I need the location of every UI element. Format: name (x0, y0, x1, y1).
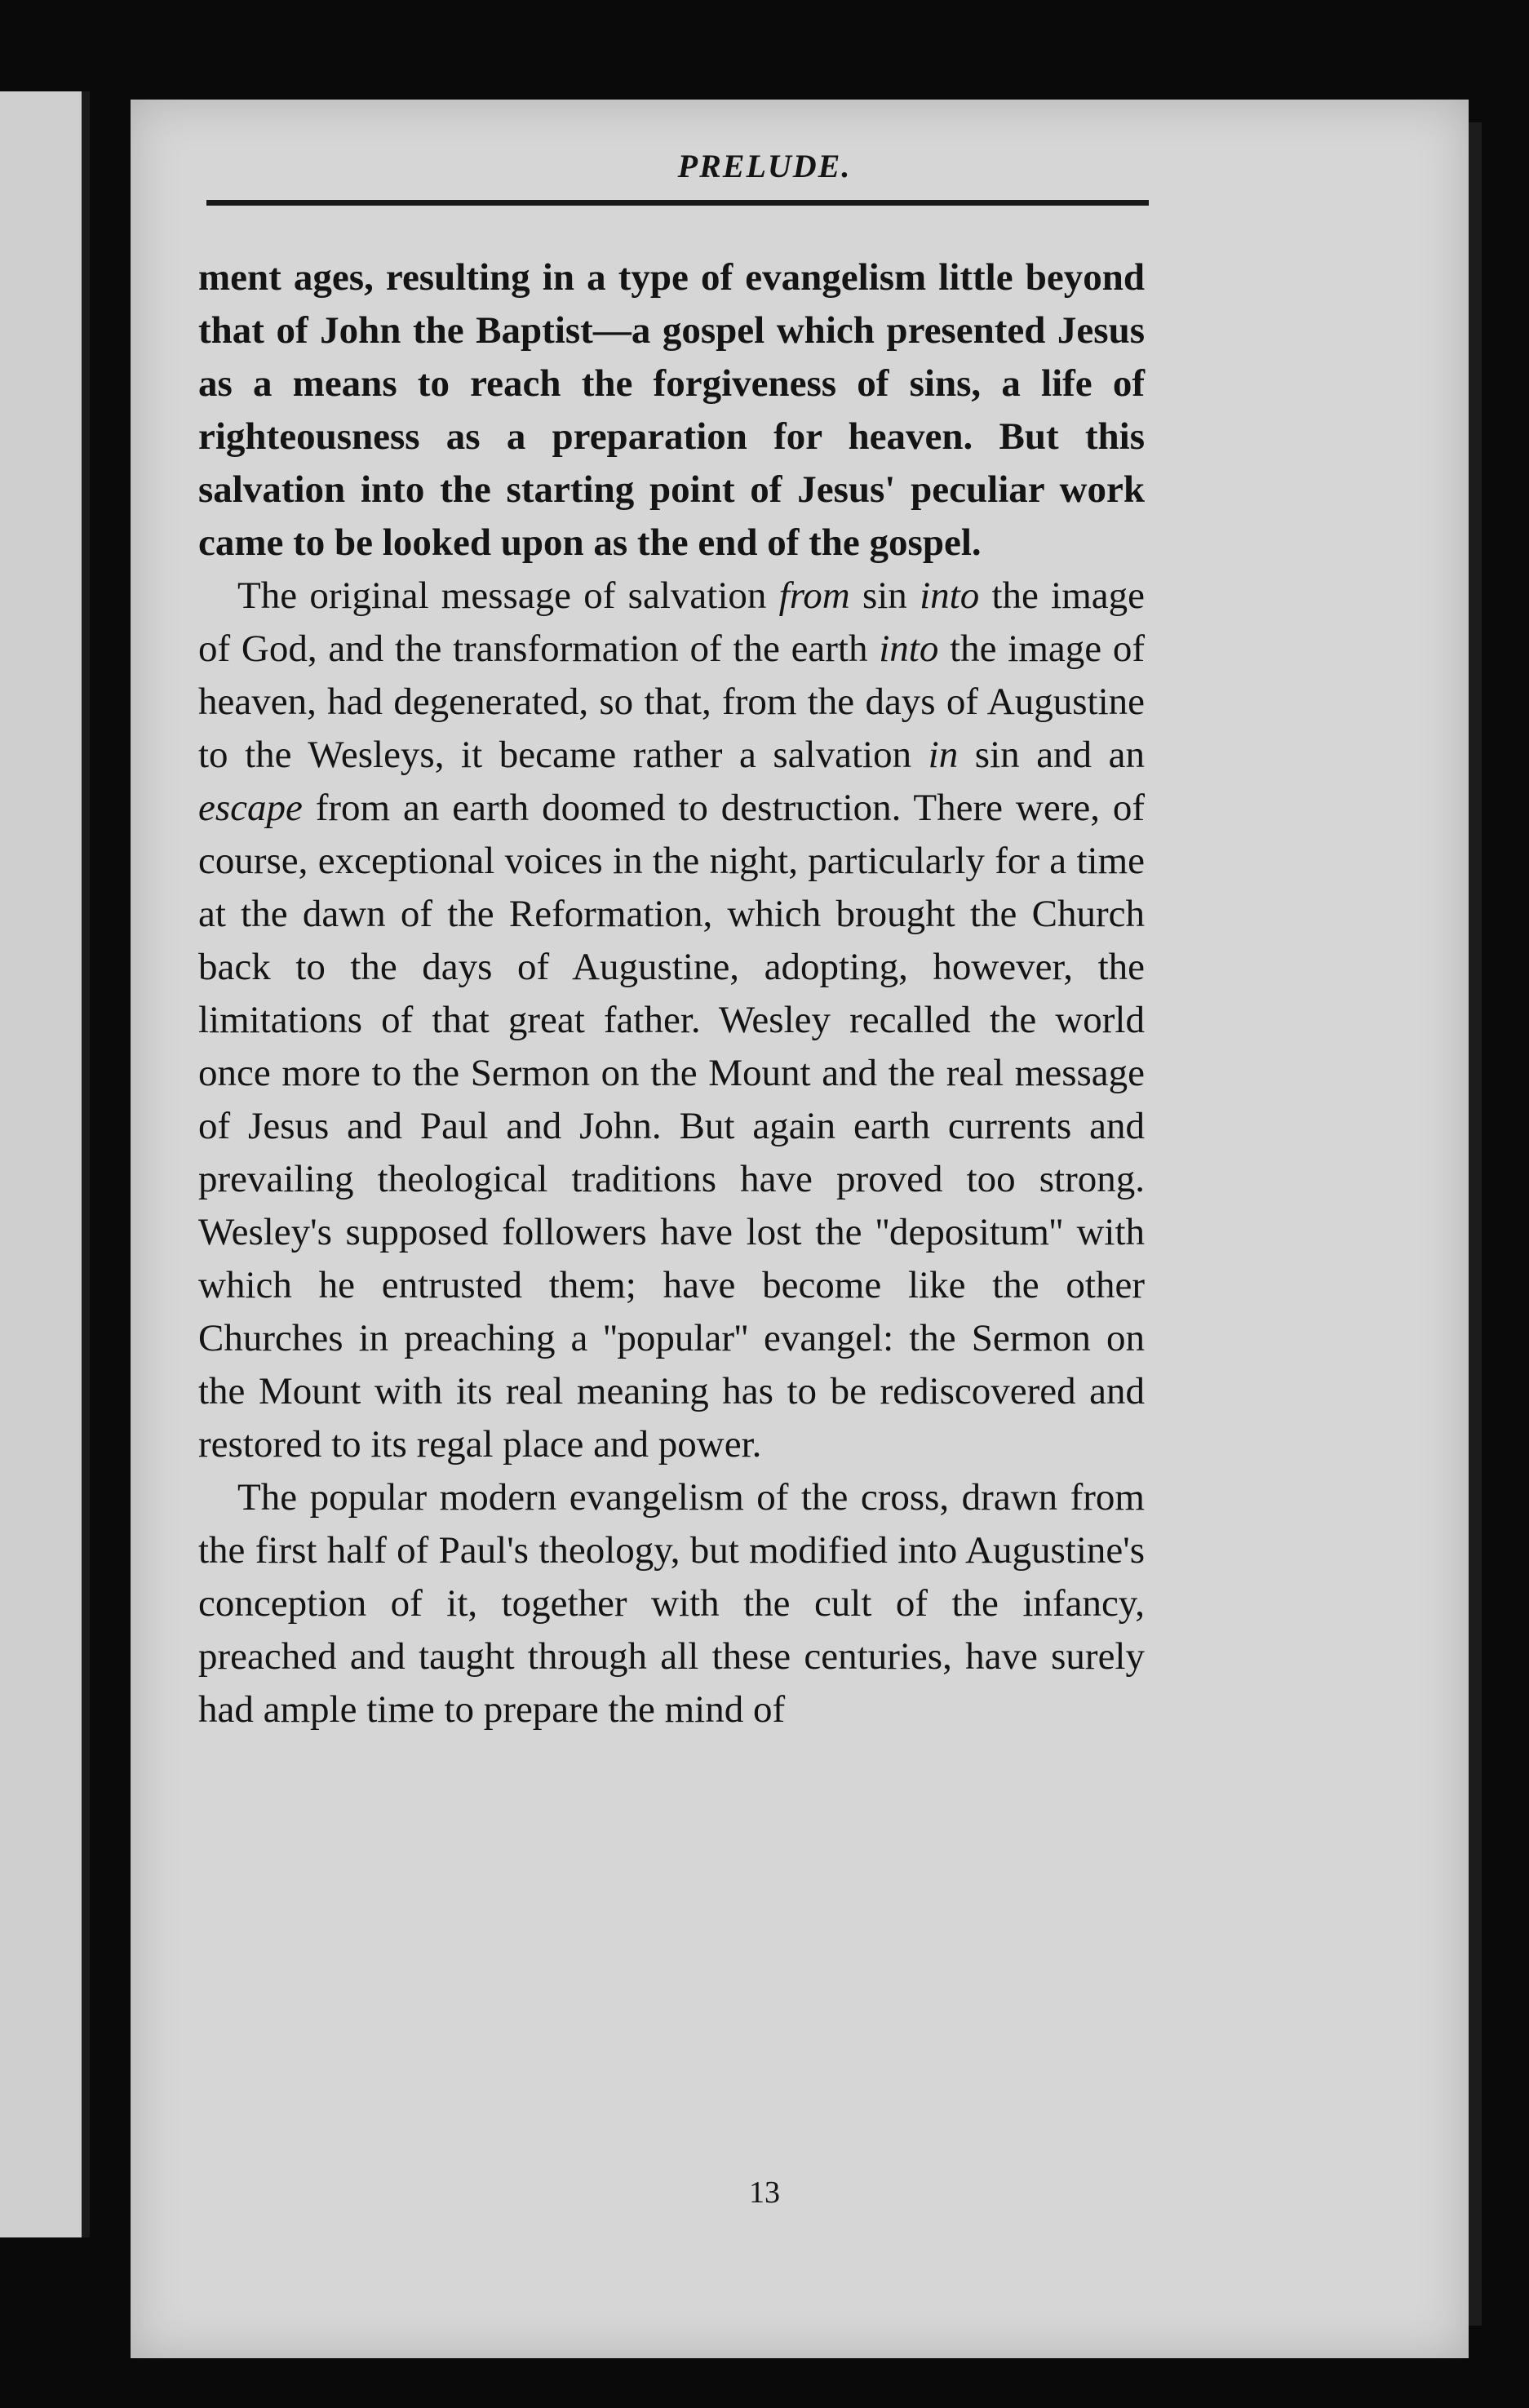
text-run: sin (849, 574, 920, 617)
text-run: The original message of salvation (237, 574, 779, 617)
page-number: 13 (749, 2175, 780, 2210)
text-run: from an earth doomed to destruction. There were, of course, exceptional voices in the night, particularly for a time at the dawn of the Reformation, which brought the Church back to the days of Augustine, adopting, however, the limitations of that great father. Wesley recalled the world once more to the Sermon on the Mount and the real message of Jesus and Paul and John. But again earth currents and prevailing theological traditions have proved too strong. Wesley's supposed followers have lost the ''depositum'' with which he entrusted them; have become like the other Churches in preaching a ''popular'' evangel: the Sermon on the Mount with its real meaning has to be rediscovered and restored to its regal place and power. (198, 787, 1145, 1466)
facing-page-edge (0, 91, 90, 2237)
text-run: the image of God, and the transformation of the earth (198, 574, 1145, 670)
emphasis-escape: escape (198, 787, 303, 829)
running-head: PRELUDE. (677, 148, 852, 184)
paragraph-3: The popular modern evangelism of the cross, drawn from the first half of Paul's theology, but modified into Augustine's conception of it, together with the cult of the infancy, preached and taught through all these centuries, have surely had ample time to prepare the mind of (198, 1476, 1145, 1731)
emphasis-into: into (879, 627, 939, 670)
header-rule (206, 200, 1149, 206)
paragraph-2 (198, 570, 1145, 1471)
body-text (198, 251, 1145, 1736)
emphasis-in: in (928, 734, 959, 776)
emphasis-from: from (778, 574, 850, 617)
page-edge-shadow (1469, 122, 1482, 2326)
text-run: sin and an (958, 734, 1145, 776)
text-run: the image of heaven, had degenerated, so that, from the days of Augustine to the Wesleys, it became rather a salvation (198, 627, 1145, 776)
paragraph-1: ment ages, resulting in a type of evangelism little beyond that of John the Baptist—a gospel which presented Jesus as a means to reach the forgiveness of sins, a life of righteousness as a preparation for heaven. But this salvation into the starting point of Jesus' peculiar work came to be looked upon as the end of the gospel. (198, 256, 1145, 564)
emphasis-into: into (920, 574, 980, 617)
